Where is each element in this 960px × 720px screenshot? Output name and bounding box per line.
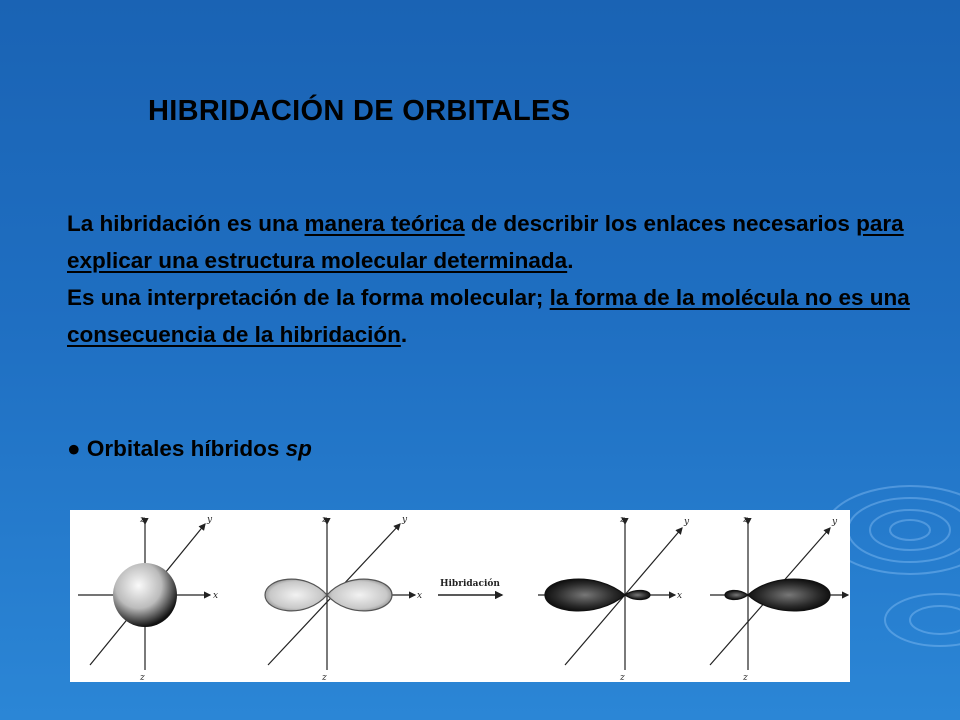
p-orbital-panel [265,524,415,670]
p2-underline: la forma de la molécula no es una consecuencia de la hibridación [67,285,910,347]
orbitals-diagram [70,510,850,682]
s-axis-y: y [207,515,213,525]
p1-underline-2: para explicar una estructura molecular determinada [67,211,904,273]
sp2-axis-z-neg: z [743,673,748,682]
p1-underline-1: manera teórica [304,211,465,236]
p1-text-b: de describir los enlaces necesarios [464,211,857,236]
sp-hybrid-left-panel [538,524,682,670]
p2-text-a: Es una interpretación de la forma molecular; [67,285,550,310]
p-axis-z-neg: z [322,673,327,682]
sp1-axis-y: y [684,517,690,527]
p1-text-c: . [567,248,574,273]
sp1-axis-z-neg: z [620,673,625,682]
p1-text-a: La hibridación es una [67,211,305,236]
sp1-axis-x: x [677,591,683,601]
bullet-text: Orbitales híbridos [80,436,286,461]
p-axis-y: y [402,515,408,525]
p-axis-x: x [417,591,423,601]
s-axis-z-neg: z [140,673,145,682]
sp2-axis-z: z [743,515,748,525]
s-orbital-panel [78,524,210,670]
s-axis-x: x [213,591,219,601]
definition-paragraph [67,205,937,353]
bullet-dot-icon: ● [67,436,81,461]
p-axis-z: z [322,515,327,525]
s-axis-z: z [140,515,145,525]
slide-title: HIBRIDACIÓN DE ORBITALES [148,95,571,127]
sp1-axis-z: z [620,515,625,525]
bullet-item [67,436,312,462]
sp2-axis-y: y [832,517,838,527]
bullet-italic: sp [285,436,312,461]
sp-orbitals-figure [70,510,850,682]
sp-hybrid-right-panel [710,524,848,670]
p2-text-c: . [400,322,408,347]
hybridization-label: Hibridación [440,579,500,589]
